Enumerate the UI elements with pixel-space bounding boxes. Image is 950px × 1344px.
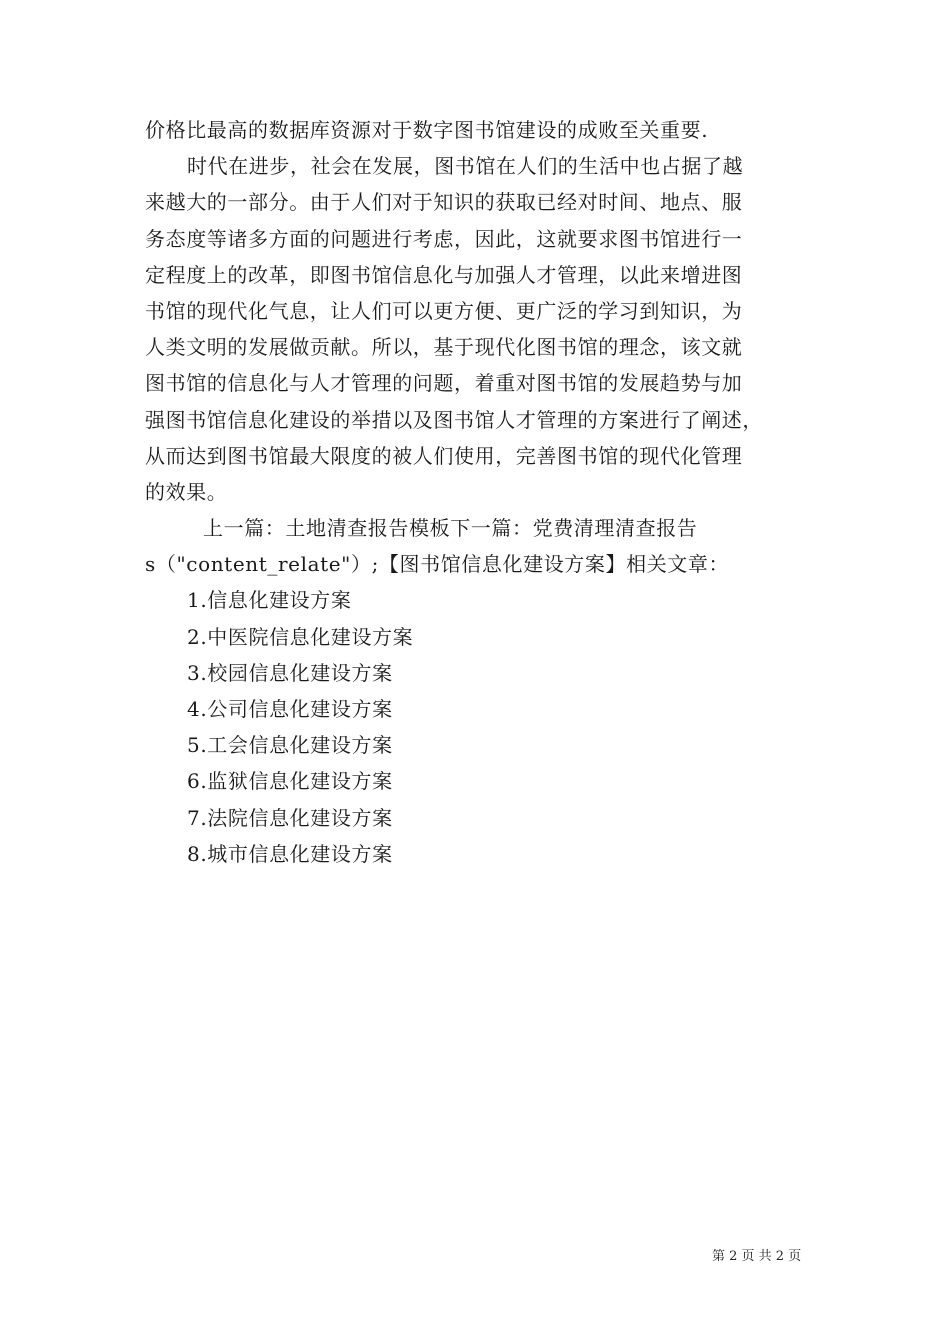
paragraph-2 — [145, 148, 809, 510]
related-article-link[interactable]: 1.信息化建设方案 — [187, 588, 352, 613]
prev-next-links[interactable]: 上一篇：土地清查报告模板下一篇：党费清理清查报告 — [203, 516, 698, 541]
paragraph-line: 人类文明的发展做贡献。所以，基于现代化图书馆的理念，该文就 — [145, 335, 743, 360]
page-number-footer: 第 2 页 共 2 页 — [712, 1249, 802, 1264]
paragraph-line: 来越大的一部分。由于人们对于知识的获取已经对时间、地点、服 — [145, 190, 743, 215]
navigation-block — [145, 510, 809, 582]
related-article-link[interactable]: 8.城市信息化建设方案 — [187, 841, 393, 866]
related-articles-list — [145, 582, 809, 872]
related-article-link[interactable]: 3.校园信息化建设方案 — [187, 660, 393, 685]
paragraph-line: 务态度等诸多方面的问题进行考虑，因此，这就要求图书馆进行一 — [145, 226, 743, 251]
document-body — [145, 112, 809, 872]
related-article-link[interactable]: 4.公司信息化建设方案 — [187, 697, 393, 721]
related-article-link[interactable]: 6.监狱信息化建设方案 — [187, 769, 393, 794]
paragraph-line: 从而达到图书馆最大限度的被人们使用，完善图书馆的现代化管理 — [145, 443, 743, 468]
paragraph-line: 强图书馆信息化建设的举措以及图书馆人才管理的方案进行了阐述， — [145, 407, 763, 432]
paragraph-line: 图书馆的信息化与人才管理的问题，着重对图书馆的发展趋势与加 — [145, 371, 743, 396]
paragraph-line: 定程度上的改革，即图书馆信息化与加强人才管理，以此来增进图 — [145, 262, 743, 287]
paragraph-line: 书馆的现代化气息，让人们可以更方便、更广泛的学习到知识，为 — [145, 298, 743, 323]
related-article-link[interactable]: 7.法院信息化建设方案 — [187, 805, 393, 830]
paragraph-1 — [145, 112, 809, 148]
related-articles-heading: s（"content_relate"）;【图书馆信息化建设方案】相关文章： — [145, 552, 730, 577]
related-article-link[interactable]: 5.工会信息化建设方案 — [187, 733, 393, 758]
paragraph-line: 时代在进步，社会在发展，图书馆在人们的生活中也占据了越 — [187, 154, 744, 179]
paragraph-line: 的效果。 — [145, 479, 228, 504]
related-article-link[interactable]: 2.中医院信息化建设方案 — [187, 624, 414, 649]
paragraph-line: 价格比最高的数据库资源对于数字图书馆建设的成败至关重要. — [145, 118, 709, 142]
